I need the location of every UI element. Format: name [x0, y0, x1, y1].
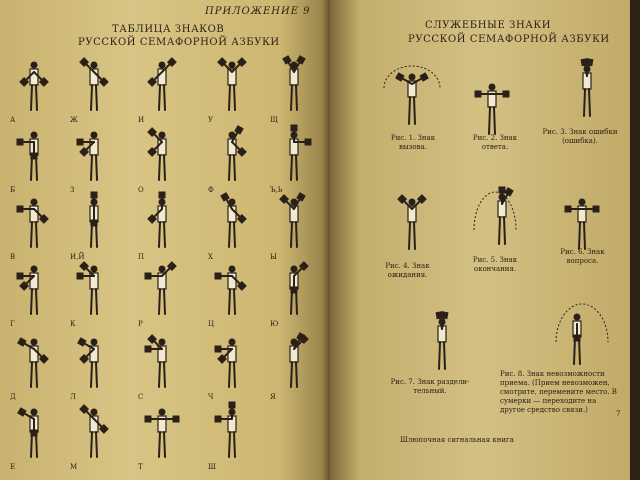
semaphore-figure-28: [140, 405, 184, 459]
motion-arc-cannot-receive: [552, 300, 612, 346]
book-footer: Шлюпочная сигнальная книга: [400, 436, 514, 444]
semaphore-letter-label: К: [70, 320, 76, 328]
semaphore-figure-25: [272, 335, 316, 389]
semaphore-letter-label: Я: [270, 393, 276, 401]
caption-fig3: Рис. 3. Знак ошибки (ошибка).: [542, 128, 618, 145]
service-sign-separator: [420, 315, 464, 371]
semaphore-figure-13: [140, 195, 184, 249]
semaphore-letter-label: Ю: [270, 320, 279, 328]
left-title-line2: РУССКОЙ СЕМАФОРНОЙ АЗБУКИ: [78, 37, 280, 48]
semaphore-figure-5: [272, 58, 316, 112]
right-page: [330, 0, 630, 480]
caption-fig8: Рис. 8. Знак невозможности приема. (Прием невозможен, смотрите, перемените место. В сумерки — переходите на другое средство связи.): [500, 370, 617, 414]
service-sign-question: [560, 195, 604, 251]
semaphore-figure-6: [12, 128, 56, 182]
semaphore-figure-12: [72, 195, 116, 249]
caption-fig2: Рис. 2. Знак ответа.: [472, 134, 518, 151]
semaphore-letter-label: Т: [138, 463, 143, 471]
semaphore-letter-label: Ъ,Ь: [270, 186, 283, 194]
right-title-line1: СЛУЖЕБНЫЕ ЗНАКИ: [425, 20, 552, 31]
semaphore-letter-label: Щ: [270, 116, 278, 124]
semaphore-letter-label: А: [10, 116, 16, 124]
semaphore-letter-label: Б: [10, 186, 16, 194]
semaphore-figure-7: [72, 128, 116, 182]
semaphore-figure-19: [210, 262, 254, 316]
semaphore-figure-4: [210, 58, 254, 112]
service-sign-error: [565, 62, 609, 118]
semaphore-figure-21: [12, 335, 56, 389]
semaphore-figure-11: [12, 195, 56, 249]
semaphore-letter-label: Д: [10, 393, 16, 401]
semaphore-letter-label: Х: [208, 253, 213, 261]
semaphore-figure-10: [272, 128, 316, 182]
semaphore-figure-24: [210, 335, 254, 389]
caption-fig1: Рис. 1. Знак вызова.: [390, 134, 436, 151]
semaphore-letter-label: Ж: [70, 116, 78, 124]
semaphore-figure-20: [272, 262, 316, 316]
semaphore-letter-label: Е: [10, 463, 16, 471]
right-title-line2: РУССКОЙ СЕМАФОРНОЙ АЗБУКИ: [408, 34, 610, 45]
semaphore-figure-17: [72, 262, 116, 316]
semaphore-letter-label: Ч: [208, 393, 214, 401]
semaphore-letter-label: Г: [10, 320, 15, 328]
semaphore-figure-14: [210, 195, 254, 249]
left-title-line1: ТАБЛИЦА ЗНАКОВ: [112, 24, 225, 35]
semaphore-letter-label: З: [70, 186, 75, 194]
semaphore-figure-18: [140, 262, 184, 316]
semaphore-letter-label: Л: [70, 393, 76, 401]
semaphore-figure-26: [12, 405, 56, 459]
semaphore-letter-label: Ш: [208, 463, 216, 471]
caption-fig6: Рис. 6. Знак вопроса.: [560, 248, 605, 265]
semaphore-figure-29: [210, 405, 254, 459]
semaphore-figure-1: [12, 58, 56, 112]
motion-arc-end: [470, 188, 520, 234]
semaphore-letter-label: Ф: [208, 186, 214, 194]
appendix-header: ПРИЛОЖЕНИЕ 9: [205, 6, 311, 17]
semaphore-figure-22: [72, 335, 116, 389]
caption-fig7: Рис. 7. Знак разделительный.: [390, 378, 470, 395]
semaphore-figure-23: [140, 335, 184, 389]
semaphore-figure-16: [12, 262, 56, 316]
semaphore-figure-9: [210, 128, 254, 182]
service-sign-answer: [470, 80, 514, 136]
semaphore-letter-label: И,Й: [70, 253, 85, 261]
page-number: 7: [616, 410, 621, 418]
semaphore-figure-15: [272, 195, 316, 249]
semaphore-letter-label: Ц: [208, 320, 215, 328]
semaphore-figure-8: [140, 128, 184, 182]
semaphore-letter-label: В: [10, 253, 16, 261]
caption-fig5: Рис. 5. Знак окончания.: [472, 256, 518, 273]
semaphore-letter-label: Ы: [270, 253, 277, 261]
semaphore-figure-3: [140, 58, 184, 112]
semaphore-letter-label: Р: [138, 320, 143, 328]
semaphore-letter-label: О: [138, 186, 144, 194]
motion-arc-call: [380, 62, 444, 92]
semaphore-letter-label: И: [138, 116, 145, 124]
semaphore-letter-label: У: [208, 116, 214, 124]
semaphore-figure-2: [72, 58, 116, 112]
semaphore-letter-label: С: [138, 393, 144, 401]
semaphore-letter-label: П: [138, 253, 145, 261]
semaphore-figure-27: [72, 405, 116, 459]
caption-fig4: Рис. 4. Знак ожидания.: [385, 262, 430, 279]
service-sign-wait: [390, 195, 434, 251]
book-cover-edge: [630, 0, 640, 480]
semaphore-letter-label: М: [70, 463, 78, 471]
